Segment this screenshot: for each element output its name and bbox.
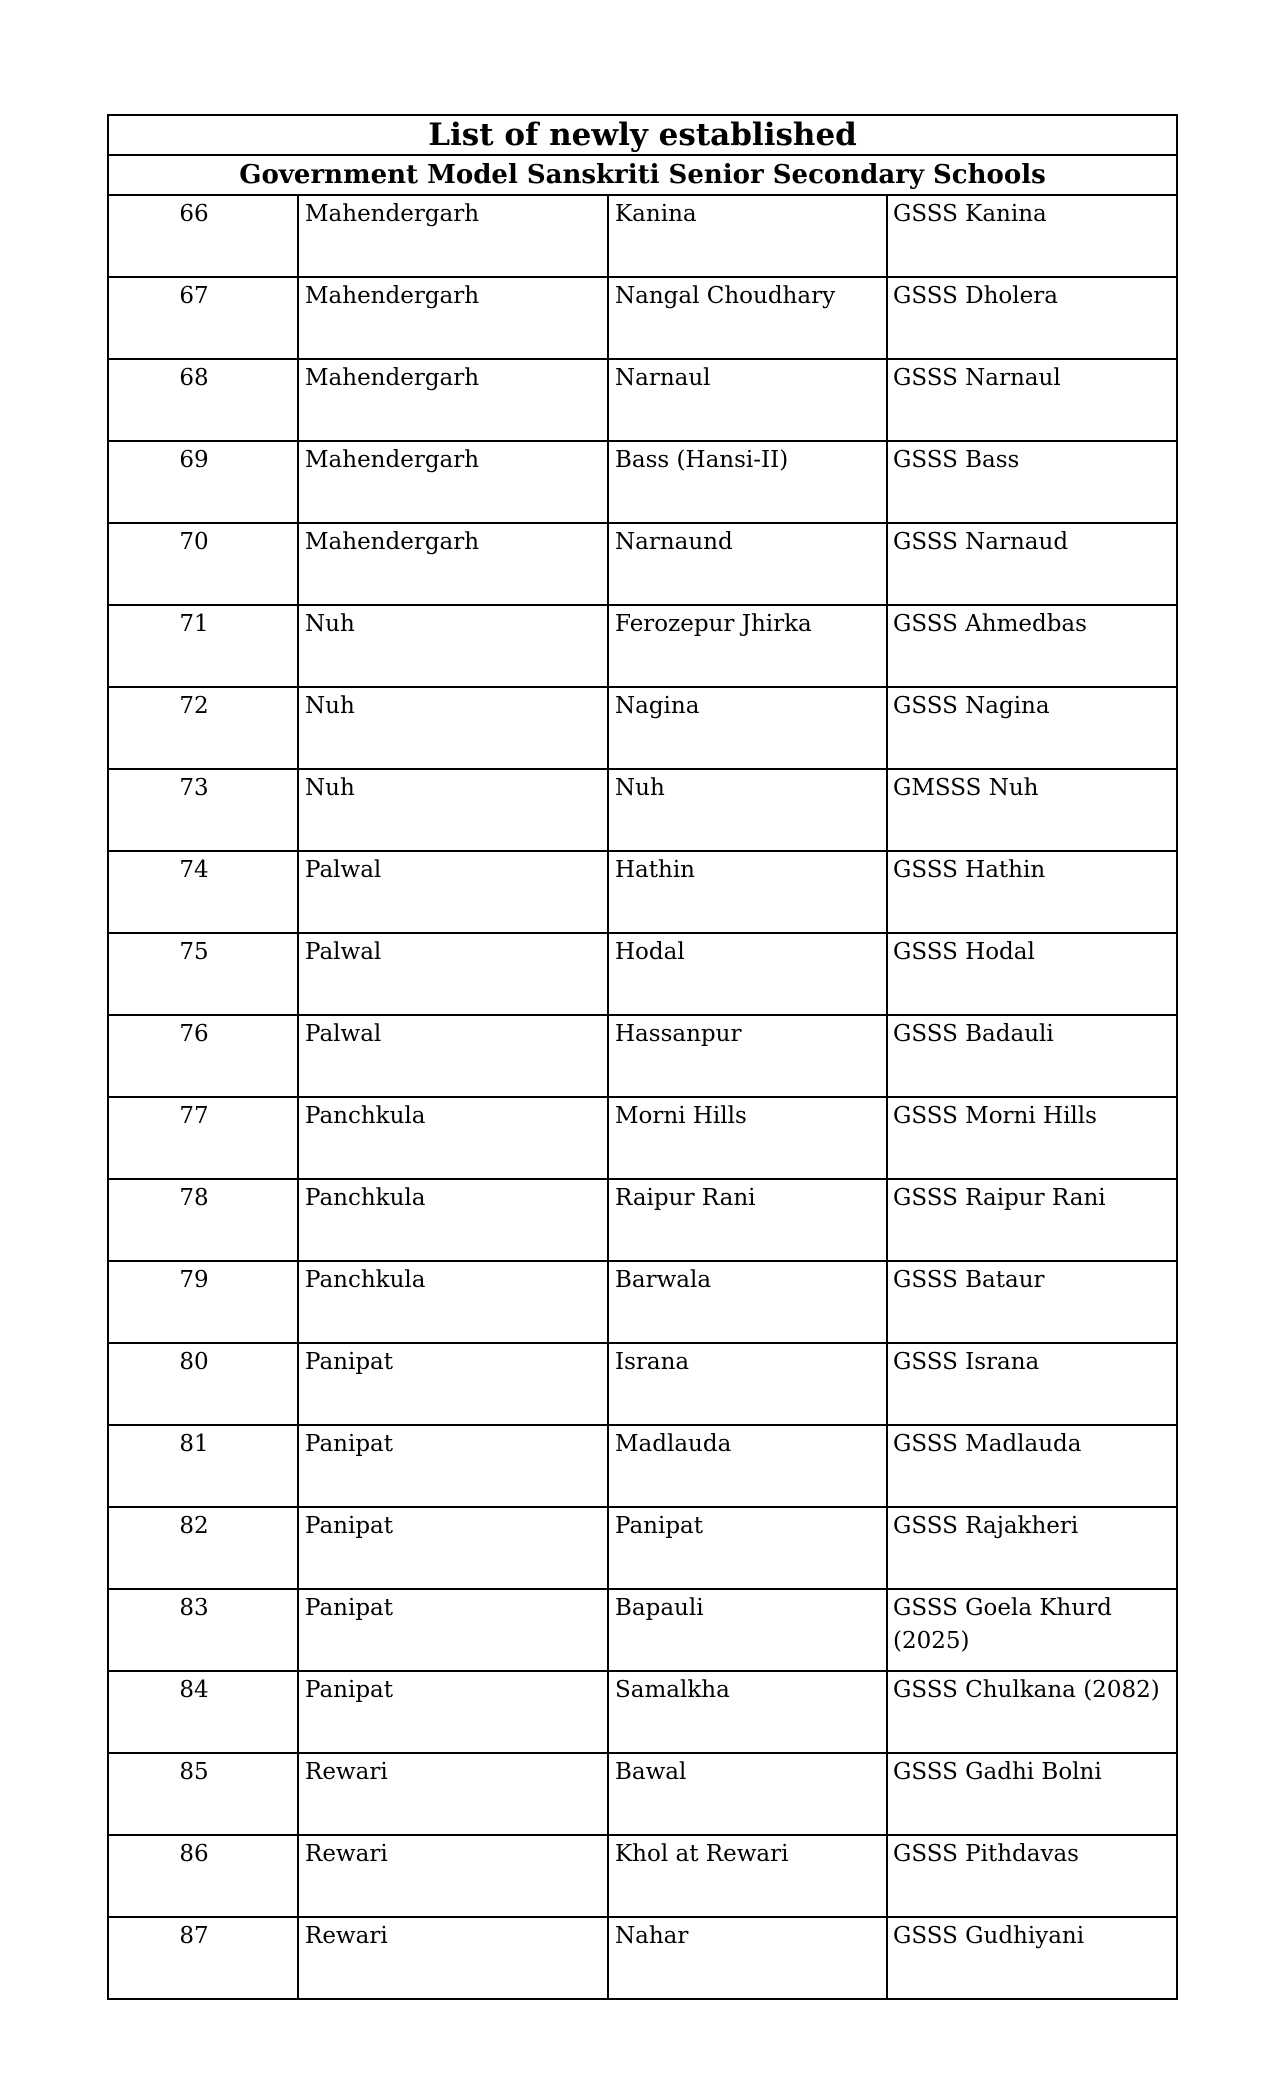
table-row	[108, 1425, 1177, 1507]
serial-number-cell: 81	[108, 1425, 298, 1507]
serial-number-cell: 68	[108, 359, 298, 441]
table-row	[108, 1671, 1177, 1753]
school-name-cell: GMSSS Nuh	[887, 769, 1177, 851]
block-cell: Hathin	[608, 851, 887, 933]
school-name-cell: GSSS Ahmedbas	[887, 605, 1177, 687]
school-name-cell: GSSS Hodal	[887, 933, 1177, 1015]
table-row	[108, 195, 1177, 277]
document-subtitle: Government Model Sanskriti Senior Secondary Schools	[108, 155, 1177, 195]
district-cell: Palwal	[298, 1015, 608, 1097]
district-cell: Rewari	[298, 1917, 608, 1999]
block-cell: Nangal Choudhary	[608, 277, 887, 359]
school-name-cell: GSSS Morni Hills	[887, 1097, 1177, 1179]
district-cell: Mahendergarh	[298, 523, 608, 605]
serial-number-cell: 76	[108, 1015, 298, 1097]
school-name-cell: GSSS Hathin	[887, 851, 1177, 933]
table-row	[108, 1917, 1177, 1999]
serial-number-cell: 67	[108, 277, 298, 359]
block-cell: Hassanpur	[608, 1015, 887, 1097]
block-cell: Nuh	[608, 769, 887, 851]
table-row	[108, 1015, 1177, 1097]
table-row	[108, 1753, 1177, 1835]
district-cell: Nuh	[298, 605, 608, 687]
serial-number-cell: 75	[108, 933, 298, 1015]
school-name-cell: GSSS Narnaud	[887, 523, 1177, 605]
table-row	[108, 1179, 1177, 1261]
serial-number-cell: 87	[108, 1917, 298, 1999]
school-name-cell: GSSS Dholera	[887, 277, 1177, 359]
district-cell: Panipat	[298, 1671, 608, 1753]
table-row	[108, 605, 1177, 687]
district-cell: Rewari	[298, 1835, 608, 1917]
serial-number-cell: 84	[108, 1671, 298, 1753]
district-cell: Palwal	[298, 933, 608, 1015]
block-cell: Bawal	[608, 1753, 887, 1835]
district-cell: Mahendergarh	[298, 195, 608, 277]
table-row	[108, 277, 1177, 359]
block-cell: Panipat	[608, 1507, 887, 1589]
block-cell: Morni Hills	[608, 1097, 887, 1179]
block-cell: Bapauli	[608, 1589, 887, 1671]
serial-number-cell: 74	[108, 851, 298, 933]
table-row	[108, 441, 1177, 523]
serial-number-cell: 69	[108, 441, 298, 523]
district-cell: Nuh	[298, 769, 608, 851]
title-row	[108, 115, 1177, 155]
block-cell: Ferozepur Jhirka	[608, 605, 887, 687]
school-name-cell: GSSS Bass	[887, 441, 1177, 523]
block-cell: Barwala	[608, 1261, 887, 1343]
school-name-cell: GSSS Raipur Rani	[887, 1179, 1177, 1261]
serial-number-cell: 72	[108, 687, 298, 769]
table-row	[108, 523, 1177, 605]
table-row	[108, 359, 1177, 441]
serial-number-cell: 73	[108, 769, 298, 851]
school-name-cell: GSSS Gudhiyani	[887, 1917, 1177, 1999]
district-cell: Panchkula	[298, 1097, 608, 1179]
block-cell: Raipur Rani	[608, 1179, 887, 1261]
school-name-cell: GSSS Pithdavas	[887, 1835, 1177, 1917]
document-title: List of newly established	[108, 115, 1177, 155]
serial-number-cell: 79	[108, 1261, 298, 1343]
block-cell: Israna	[608, 1343, 887, 1425]
school-name-cell: GSSS Bataur	[887, 1261, 1177, 1343]
block-cell: Nahar	[608, 1917, 887, 1999]
schools-table	[107, 114, 1178, 2000]
table-row	[108, 769, 1177, 851]
school-name-cell: GSSS Gadhi Bolni	[887, 1753, 1177, 1835]
district-cell: Mahendergarh	[298, 441, 608, 523]
district-cell: Panchkula	[298, 1179, 608, 1261]
block-cell: Bass (Hansi-II)	[608, 441, 887, 523]
school-name-cell: GSSS Nagina	[887, 687, 1177, 769]
table-row	[108, 851, 1177, 933]
school-name-cell: GSSS Goela Khurd (2025)	[887, 1589, 1177, 1671]
table-row	[108, 687, 1177, 769]
block-cell: Samalkha	[608, 1671, 887, 1753]
table-row	[108, 933, 1177, 1015]
serial-number-cell: 78	[108, 1179, 298, 1261]
table-row	[108, 1507, 1177, 1589]
serial-number-cell: 77	[108, 1097, 298, 1179]
district-cell: Panchkula	[298, 1261, 608, 1343]
block-cell: Narnaund	[608, 523, 887, 605]
block-cell: Madlauda	[608, 1425, 887, 1507]
serial-number-cell: 80	[108, 1343, 298, 1425]
district-cell: Panipat	[298, 1589, 608, 1671]
school-name-cell: GSSS Chulkana (2082)	[887, 1671, 1177, 1753]
district-cell: Panipat	[298, 1507, 608, 1589]
district-cell: Nuh	[298, 687, 608, 769]
serial-number-cell: 71	[108, 605, 298, 687]
district-cell: Palwal	[298, 851, 608, 933]
table-row	[108, 1343, 1177, 1425]
school-name-cell: GSSS Kanina	[887, 195, 1177, 277]
serial-number-cell: 83	[108, 1589, 298, 1671]
table-row	[108, 1835, 1177, 1917]
block-cell: Narnaul	[608, 359, 887, 441]
school-name-cell: GSSS Israna	[887, 1343, 1177, 1425]
serial-number-cell: 70	[108, 523, 298, 605]
serial-number-cell: 86	[108, 1835, 298, 1917]
school-name-cell: GSSS Narnaul	[887, 359, 1177, 441]
school-name-cell: GSSS Madlauda	[887, 1425, 1177, 1507]
table-row	[108, 1261, 1177, 1343]
district-cell: Panipat	[298, 1343, 608, 1425]
table-row	[108, 1097, 1177, 1179]
school-name-cell: GSSS Rajakheri	[887, 1507, 1177, 1589]
school-name-cell: GSSS Badauli	[887, 1015, 1177, 1097]
block-cell: Hodal	[608, 933, 887, 1015]
block-cell: Khol at Rewari	[608, 1835, 887, 1917]
subtitle-row	[108, 155, 1177, 195]
serial-number-cell: 85	[108, 1753, 298, 1835]
serial-number-cell: 82	[108, 1507, 298, 1589]
serial-number-cell: 66	[108, 195, 298, 277]
district-cell: Mahendergarh	[298, 359, 608, 441]
district-cell: Panipat	[298, 1425, 608, 1507]
table-row	[108, 1589, 1177, 1671]
block-cell: Nagina	[608, 687, 887, 769]
district-cell: Rewari	[298, 1753, 608, 1835]
block-cell: Kanina	[608, 195, 887, 277]
schools-table-body	[108, 115, 1177, 1999]
district-cell: Mahendergarh	[298, 277, 608, 359]
